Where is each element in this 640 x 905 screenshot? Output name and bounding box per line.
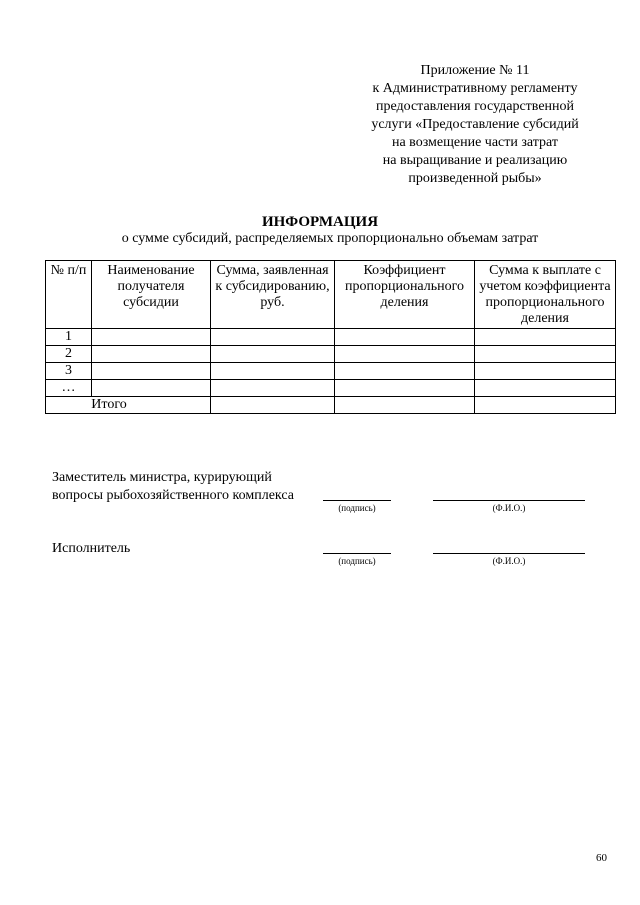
deputy-name-caption: (Ф.И.О.)	[492, 503, 526, 513]
deputy-label-line2: вопросы рыбохозяйственного комплекса	[52, 488, 294, 503]
header-payout-sum: Сумма к выплате с учетом коэффициента пропорционального деления	[475, 261, 616, 329]
document-subtitle: о сумме субсидий, распределяемых пропорционально объемам затрат	[121, 231, 539, 246]
subsidy-table	[45, 260, 616, 414]
table-cell[interactable]	[211, 397, 335, 414]
table-cell[interactable]	[475, 380, 616, 397]
appendix-line: предоставления государственной	[375, 99, 575, 114]
header-number: № п/п	[46, 261, 92, 329]
appendix-line: услуги «Предоставление субсидий	[371, 117, 579, 132]
table-row	[46, 346, 616, 363]
appendix-header	[345, 62, 605, 188]
header-recipient: Наименование получателя субсидии	[92, 261, 211, 329]
executor-signature-caption: (подпись)	[338, 556, 376, 566]
table-cell[interactable]	[335, 363, 475, 380]
row-number: 1	[46, 329, 92, 346]
appendix-line: на возмещение части затрат	[391, 135, 559, 150]
total-label: Итого	[46, 397, 211, 414]
deputy-signature-line	[323, 500, 391, 501]
row-number: …	[46, 380, 92, 397]
appendix-line: к Административному регламенту	[372, 81, 578, 96]
table-cell[interactable]	[335, 380, 475, 397]
row-number: 2	[46, 346, 92, 363]
executor-signature-line	[323, 553, 391, 554]
appendix-line: Приложение № 11	[420, 63, 530, 78]
table-cell[interactable]	[211, 380, 335, 397]
table-row	[46, 329, 616, 346]
table-row	[46, 363, 616, 380]
header-claimed-sum: Сумма, заявленная к субсидированию, руб.	[211, 261, 335, 329]
table-cell[interactable]	[475, 329, 616, 346]
executor-name-line	[433, 553, 585, 554]
table-cell[interactable]	[335, 346, 475, 363]
table-cell[interactable]	[211, 329, 335, 346]
table-cell[interactable]	[335, 397, 475, 414]
table-cell[interactable]	[475, 397, 616, 414]
table-total-row	[46, 397, 616, 414]
deputy-label-line1: Заместитель министра, курирующий	[52, 470, 272, 485]
deputy-signature-caption: (подпись)	[338, 503, 376, 513]
appendix-line: произведенной рыбы»	[408, 171, 542, 186]
table-row	[46, 380, 616, 397]
appendix-line: на выращивание и реализацию	[382, 153, 568, 168]
table-cell[interactable]	[92, 346, 211, 363]
row-number: 3	[46, 363, 92, 380]
table-header-row	[46, 261, 616, 329]
table-cell[interactable]	[92, 363, 211, 380]
document-title: ИНФОРМАЦИЯ	[261, 214, 379, 230]
table-cell[interactable]	[92, 329, 211, 346]
table-cell[interactable]	[92, 380, 211, 397]
deputy-name-line	[433, 500, 585, 501]
table-cell[interactable]	[335, 329, 475, 346]
header-coefficient: Коэффициент пропорционального деления	[335, 261, 475, 329]
table-cell[interactable]	[211, 346, 335, 363]
executor-name-caption: (Ф.И.О.)	[492, 556, 526, 566]
table-cell[interactable]	[211, 363, 335, 380]
table-cell[interactable]	[475, 363, 616, 380]
table-cell[interactable]	[475, 346, 616, 363]
executor-label: Исполнитель	[52, 541, 131, 556]
page-number: 60	[596, 852, 607, 864]
